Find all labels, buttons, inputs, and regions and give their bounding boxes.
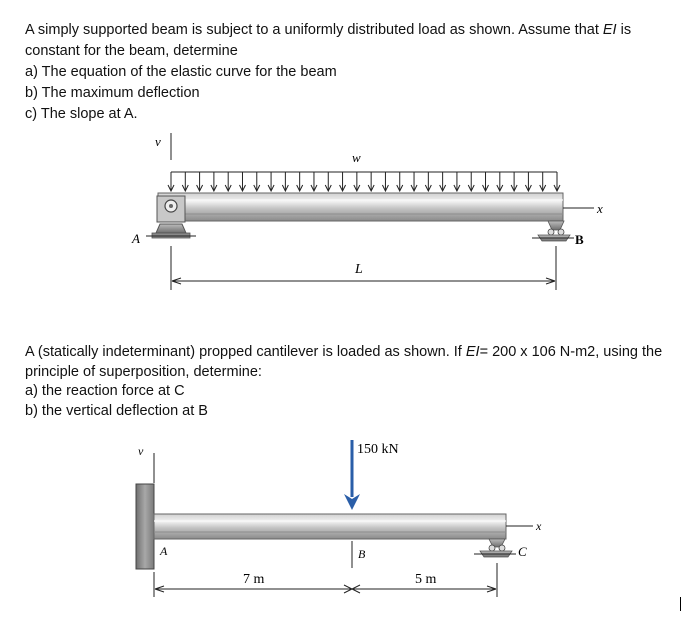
point-c-label: C [518,544,527,559]
roller-wheel-right [558,229,564,235]
text-cursor [680,597,681,611]
load-arrows [168,172,560,191]
point-a-label-2: A [160,544,168,558]
roller-support-b [532,221,574,241]
point-b-label: B [575,232,584,247]
x-axis-label: x [597,201,603,216]
ei-symbol: EI [602,22,617,38]
dimension-l-label: L [355,262,363,277]
point-a-label: A [132,231,140,246]
problem-1-item-a: a) The equation of the elastic curve for the beam [25,64,337,80]
pin-base [156,224,186,233]
problem-2-item-b: b) the vertical deflection at B [25,402,208,419]
figure-2-propped-cantilever [136,440,542,597]
dimension-5m-label: 5 m [415,572,437,587]
pin-center [169,204,173,208]
roller-wheel-left [548,229,554,235]
ei-symbol: EI [465,344,480,360]
point-b-label-2: B [358,547,366,561]
x-axis-label-2: x [536,519,542,533]
problem-1-line-1: A simply supported beam is subject to a uniformly distributed load as shown. Assume that EI is [25,22,632,38]
problem-2-line-1: A (statically indeterminant) propped cantilever is loaded as shown. If EI= 200 x 106 N-m2, using the [25,344,663,360]
dimension-l [171,246,556,290]
v-axis-label: v [155,134,161,149]
roller-c-wheel-left [489,545,495,551]
dimension-7m-label: 7 m [243,572,265,587]
roller-c-wheel-right [499,545,505,551]
problem-1-item-b: b) The maximum deflection [25,85,200,101]
roller-block [548,221,564,230]
beam-2 [154,514,506,539]
roller-support-c [474,539,516,557]
point-load-label: 150 kN [357,442,399,457]
fixed-wall [136,484,154,569]
distributed-load [168,172,560,191]
figure-1-simply-supported-beam [131,133,603,290]
problem-1-line-2: constant for the beam, determine [25,43,238,59]
problem-1-item-c: c) The slope at A. [25,106,138,122]
v-axis-label-2: v [138,444,144,458]
problem-2-line-2: principle of superposition, determine: [25,363,262,380]
dimension-lines-2 [154,563,497,597]
problem-2-item-a: a) the reaction force at C [25,383,185,399]
w-load-label: w [352,150,361,165]
beam-1 [158,193,563,221]
